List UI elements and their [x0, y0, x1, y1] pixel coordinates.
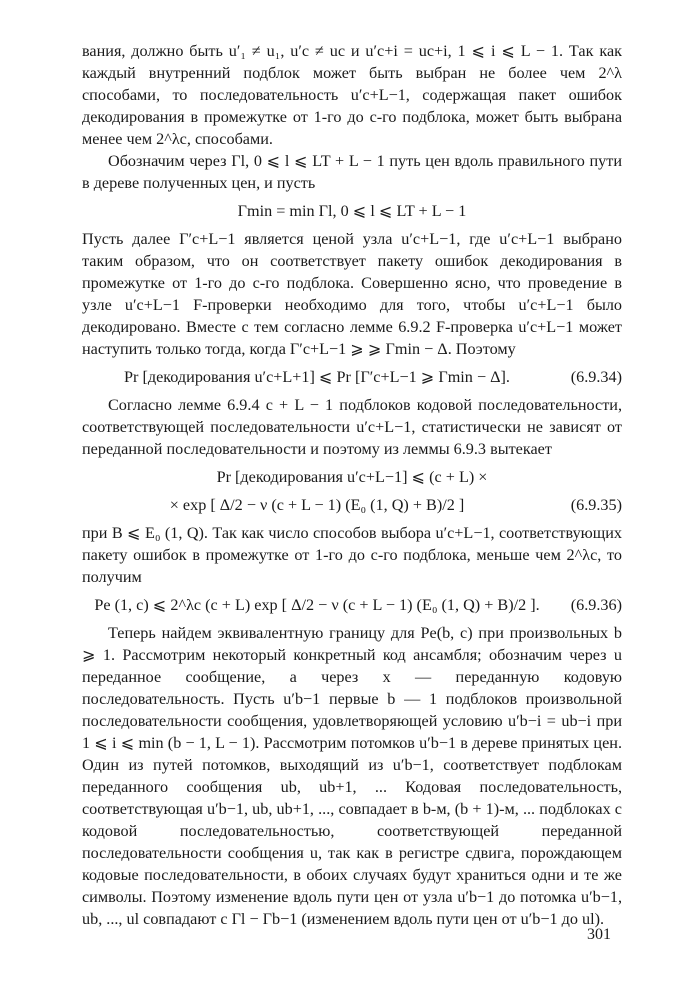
equation-6-9-35-line-2-body: × exp [ Δ/2 − ν (c + L − 1) (E₀ (1, Q) + B)/2 ] [169, 496, 465, 514]
equation-6-9-34 [82, 366, 622, 388]
equation-gamma-min-body: Γmin = min Γl, 0 ⩽ l ⩽ LT + L − 1 [237, 202, 467, 220]
equation-6-9-35-line-1-body: Pr [декодирования u′c+L−1] ⩽ (c + L) × [216, 468, 488, 486]
equation-6-9-36-body: Pe (1, c) ⩽ 2^λc (c + L) exp [ Δ/2 − ν (c + L − 1) (E₀ (1, Q) + B)/2 ]. [94, 596, 540, 614]
equation-6-9-36 [82, 594, 622, 616]
paragraph-3: Пусть далее Γ′c+L−1 является ценой узла u′c+L−1, где u′c+L−1 выбрано таким образом, что он соответствует пакету ошибок декодирования в промежутке от 1-го до c-го подблока. Совершенно ясно, что проведение в узле u′c+L−1 F-проверки необходимо для того, чтобы u′c+L−1 было декодировано. Вместе с тем согласно лемме 6.9.2 F-проверка u′c+L−1 может наступить только тогда, когда Γ′c+L−1 ⩾ ⩾ Γmin − Δ. Поэтому [82, 230, 622, 358]
paragraph-6: Теперь найдем эквивалентную границу для Pe(b, c) при произвольных b ⩾ 1. Рассмотрим некоторый конкретный код ансамбля; обозначим через u переданное сообщение, а через x — переданную кодовую последовательность. Пусть u′b−1 первые b — 1 подблоков произвольной последовательности сообщения, удовлетворяющей условию u′b−i = ub−i при 1 ⩽ i ⩽ min (b − 1, L − 1). Рассмотрим потомков u′b−1 в дереве принятых цен. Один из путей потомков, выходящий из u′b−1, соответствует подблокам переданного сообщения ub, ub+1, ... Кодовая последовательность, соответствующая u′b−1, ub, ub+1, ..., совпадает в b-м, (b + 1)-м, ... подблоках с кодовой последовательностью, соответствующей переданной последовательности сообщения u, так как в регистре сдвига, порождающем кодовые последовательности, в обоих случаях будут храниться одни и те же символы. Поэтому изменение вдоль пути цен от узла u′b−1 до потомка u′b−1, ub, ..., ul совпадают с Γl − Γb−1 (изменением вдоль пути цен от u′b−1 до ul). [82, 624, 622, 928]
equation-6-9-34-number: (6.9.34) [570, 368, 622, 386]
paragraph-2: Обозначим через Γl, 0 ⩽ l ⩽ LT + L − 1 путь цен вдоль правильного пути в дереве полученных цен, и пусть [82, 152, 622, 192]
equation-6-9-36-number: (6.9.36) [570, 596, 622, 614]
equation-6-9-35-line-1 [82, 466, 622, 488]
paragraph-1: вания, должно быть u′₁ ≠ u₁, u′c ≠ uc и u′c+i = uc+i, 1 ⩽ i ⩽ L − 1. Так как каждый внутренний подблок может быть выбран не более чем 2^λ способами, то последовательность u′c+L−1, содержащая пакет ошибок декодирования в промежутке от 1-го до c-го подблока, может быть выбрана менее чем 2^λc, способами. [82, 42, 622, 148]
equation-6-9-35-line-2 [82, 494, 622, 516]
equation-6-9-34-body: Pr [декодирования u′c+L+1] ⩽ Pr [Γ′c+L−1 ⩾ Γmin − Δ]. [124, 368, 510, 386]
page-number: 301 [587, 926, 611, 943]
paragraph-5: при B ⩽ E₀ (1, Q). Так как число способов выбора u′c+L−1, соответствующих пакету ошибок в промежутке от 1-го до c-го подблока, меньше чем 2^λc, то получим [82, 524, 622, 586]
page-text [82, 40, 622, 930]
paragraph-4: Согласно лемме 6.9.4 c + L − 1 подблоков кодовой последовательности, соответствующей последовательности u′c+L−1, статистически не зависят от переданной последовательности и поэтому из леммы 6.9.3 вытекает [82, 396, 622, 458]
equation-gamma-min [82, 200, 622, 222]
equation-6-9-35-number: (6.9.35) [570, 496, 622, 514]
